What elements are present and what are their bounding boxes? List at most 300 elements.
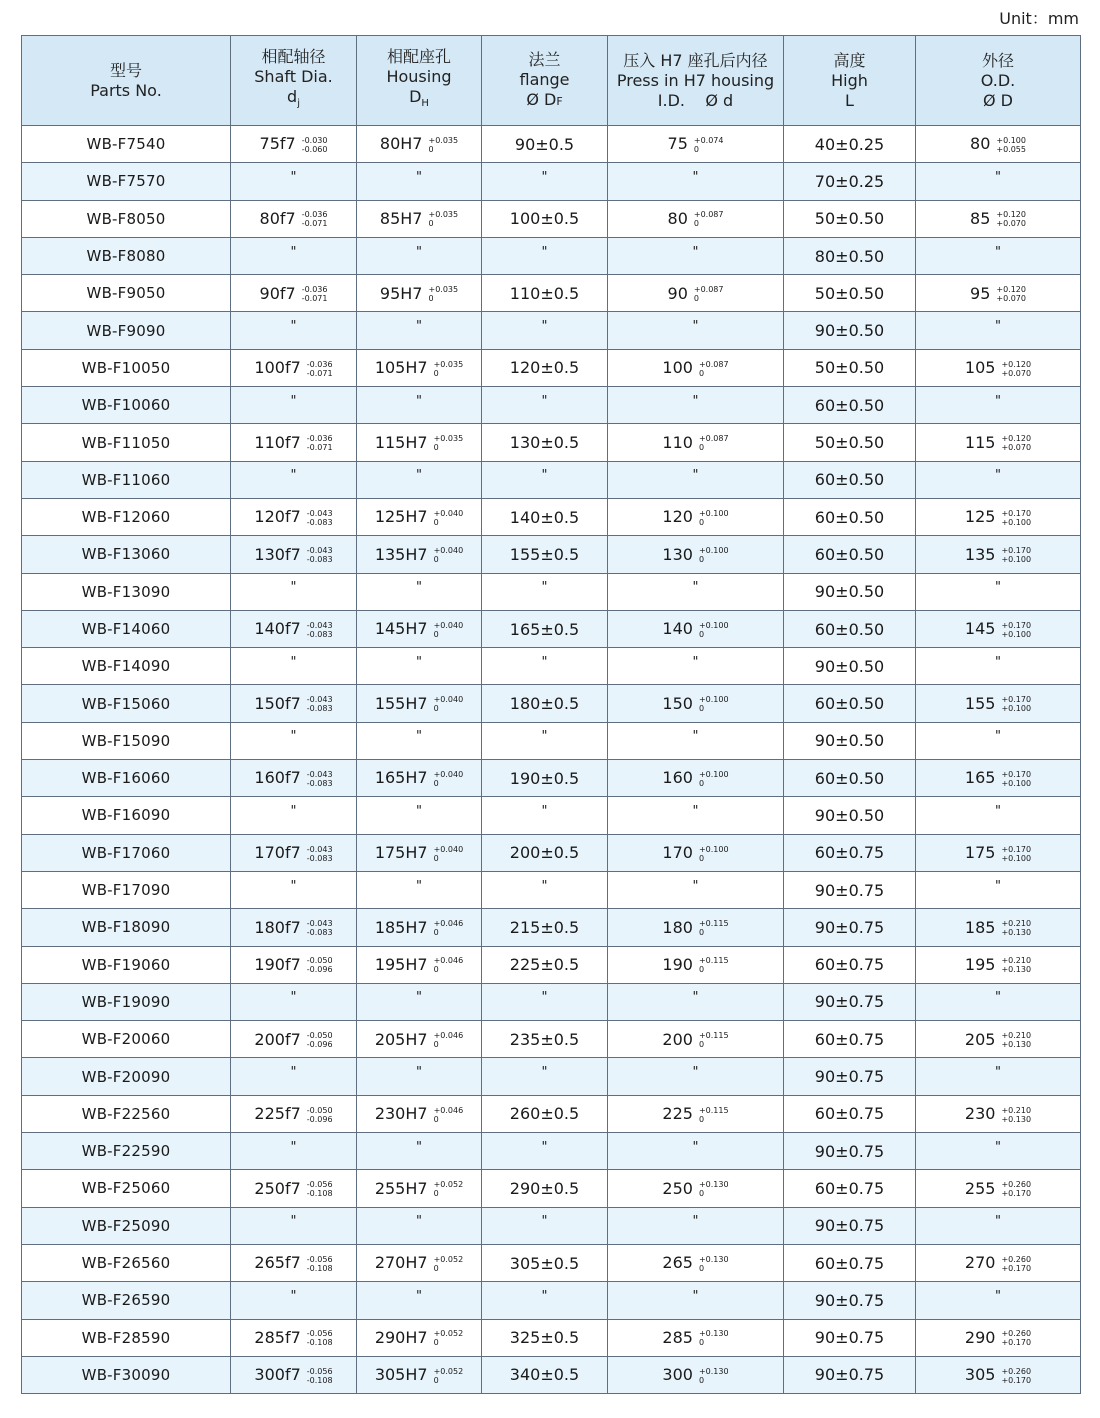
ditto-mark: " (416, 729, 422, 745)
ditto-mark: " (692, 244, 699, 260)
ditto-mark: " (692, 169, 699, 185)
tolerance (434, 1367, 464, 1385)
cell-press-id (608, 1058, 784, 1095)
ditto-mark: " (290, 803, 297, 819)
cell-height: 60±0.75 (784, 1021, 916, 1058)
cell-housing (357, 1021, 482, 1058)
nominal-value: 200f7 (254, 1029, 301, 1049)
cell-height: 60±0.50 (784, 610, 916, 647)
table-row (22, 797, 1081, 834)
tolerance-lower: +0.170 (1001, 1189, 1032, 1199)
nominal-value: 265f7 (254, 1253, 301, 1273)
tolerance-upper: -0.050 (306, 956, 333, 966)
tolerance-upper: +0.040 (433, 546, 464, 556)
table-row (22, 834, 1081, 871)
cell-housing (357, 610, 482, 647)
cell-height: 90±0.50 (784, 797, 916, 834)
header-parts-no: 型号 Parts No. (22, 36, 231, 126)
tolerance-lower: -0.108 (306, 1375, 333, 1385)
tolerance-upper: +0.210 (1001, 1031, 1032, 1041)
cell-shaft-dia (231, 722, 357, 759)
cell-od (916, 946, 1081, 983)
tolerance (1001, 434, 1031, 452)
cell-shaft-dia (231, 983, 357, 1020)
tolerance-upper: +0.040 (433, 620, 464, 630)
table-row (22, 1095, 1081, 1132)
cell-od (916, 648, 1081, 685)
tolerance-lower: -0.083 (306, 555, 333, 565)
cell-od (916, 1319, 1081, 1356)
tolerance-lower: 0 (433, 1189, 439, 1199)
cell-shaft-dia (231, 909, 357, 946)
ditto-mark: " (416, 393, 422, 409)
table-row (22, 349, 1081, 386)
cell-od (916, 685, 1081, 722)
cell-part-no: WB-F28590 (22, 1319, 231, 1356)
cell-part-no: WB-F7540 (22, 126, 231, 163)
cell-od (916, 909, 1081, 946)
cell-flange: 235±0.5 (482, 1021, 608, 1058)
ditto-mark: " (416, 468, 422, 484)
tolerance (694, 285, 724, 303)
tolerance-lower: 0 (693, 294, 699, 304)
tolerance (1001, 360, 1031, 378)
cell-shaft-dia (231, 1319, 357, 1356)
cell-shaft-dia (231, 200, 357, 237)
tolerance-lower: +0.055 (996, 144, 1026, 154)
cell-press-id (608, 1244, 784, 1281)
ditto-mark: " (541, 169, 548, 185)
tolerance-lower: 0 (433, 555, 439, 565)
tolerance-upper: +0.040 (433, 844, 464, 854)
tolerance-lower: 0 (698, 1114, 705, 1124)
tolerance-lower: -0.108 (306, 1189, 333, 1199)
cell-od (916, 312, 1081, 349)
ditto-mark: " (995, 803, 1001, 819)
tolerance (1001, 546, 1031, 564)
cell-shaft-dia (231, 1356, 357, 1393)
tolerance (699, 546, 729, 564)
tolerance-lower: -0.108 (306, 1263, 333, 1273)
tolerance-lower: +0.100 (1001, 704, 1032, 714)
nominal-value: 75 (667, 134, 688, 154)
tolerance-lower: -0.083 (306, 517, 333, 527)
tolerance-lower: 0 (433, 1263, 439, 1273)
tolerance-upper: +0.087 (693, 210, 724, 220)
cell-press-id (608, 610, 784, 647)
tolerance-upper: -0.056 (306, 1254, 333, 1264)
cell-housing (357, 1356, 482, 1393)
tolerance-upper: +0.260 (1001, 1254, 1032, 1264)
tolerance-lower: +0.170 (1001, 1338, 1032, 1348)
cell-part-no: WB-F15060 (22, 685, 231, 722)
tolerance (1001, 1106, 1031, 1124)
tolerance (434, 845, 464, 863)
ditto-mark: " (541, 244, 548, 260)
tolerance-lower: 0 (698, 1375, 705, 1385)
tolerance-lower: 0 (698, 778, 705, 788)
tolerance (1001, 1255, 1031, 1273)
cell-flange: 180±0.5 (482, 685, 608, 722)
cell-height: 60±0.75 (784, 834, 916, 871)
cell-part-no: WB-F8080 (22, 237, 231, 274)
ditto-mark: " (995, 1139, 1001, 1155)
tolerance (434, 919, 464, 937)
cell-part-no: WB-F26590 (22, 1282, 231, 1319)
cell-press-id (608, 1356, 784, 1393)
cell-part-no: WB-F16060 (22, 760, 231, 797)
cell-shaft-dia (231, 1244, 357, 1281)
ditto-mark: " (692, 878, 699, 894)
cell-height: 60±0.50 (784, 760, 916, 797)
ditto-mark: " (995, 580, 1001, 596)
nominal-value: 190f7 (254, 954, 301, 974)
ditto-mark: " (416, 654, 422, 670)
header-od: 外径 O.D. Ø D (916, 36, 1081, 126)
cell-press-id (608, 498, 784, 535)
tolerance (996, 210, 1026, 228)
tolerance-upper: +0.170 (1001, 769, 1032, 779)
ditto-mark: " (692, 1139, 699, 1155)
tolerance-lower: 0 (433, 778, 439, 788)
nominal-value: 305 (964, 1365, 996, 1385)
ditto-mark: " (416, 803, 422, 819)
nominal-value: 195H7 (374, 954, 428, 974)
nominal-value: 115 (964, 432, 996, 452)
nominal-value: 125H7 (374, 507, 428, 527)
cell-part-no: WB-F30090 (22, 1356, 231, 1393)
tolerance-lower: 0 (698, 928, 705, 938)
cell-press-id (608, 1319, 784, 1356)
cell-height: 90±0.75 (784, 1058, 916, 1095)
cell-flange (482, 237, 608, 274)
cell-od (916, 1021, 1081, 1058)
cell-height: 90±0.75 (784, 1133, 916, 1170)
cell-flange (482, 1207, 608, 1244)
cell-shaft-dia (231, 312, 357, 349)
tolerance (302, 136, 328, 154)
nominal-value: 145 (964, 619, 996, 639)
cell-part-no: WB-F16090 (22, 797, 231, 834)
tolerance-lower: 0 (433, 517, 439, 527)
cell-shaft-dia (231, 1282, 357, 1319)
ditto-mark: " (541, 990, 548, 1006)
table-row (22, 275, 1081, 312)
tolerance-upper: +0.115 (698, 919, 729, 929)
cell-part-no: WB-F11050 (22, 424, 231, 461)
nominal-value: 80f7 (259, 208, 296, 228)
nominal-value: 160f7 (254, 768, 301, 788)
cell-press-id (608, 163, 784, 200)
ditto-mark: " (995, 244, 1001, 260)
ditto-mark: " (416, 244, 422, 260)
cell-flange: 325±0.5 (482, 1319, 608, 1356)
cell-height: 90±0.75 (784, 1319, 916, 1356)
tolerance (307, 509, 333, 527)
tolerance (699, 919, 729, 937)
cell-housing (357, 349, 482, 386)
table-row (22, 163, 1081, 200)
nominal-value: 270 (964, 1253, 996, 1273)
nominal-value: 85 (970, 208, 991, 228)
tolerance (1001, 770, 1031, 788)
cell-press-id (608, 200, 784, 237)
table-row (22, 1244, 1081, 1281)
nominal-value: 285 (662, 1327, 693, 1347)
tolerance-lower: +0.130 (1001, 1040, 1032, 1050)
header-row (22, 36, 1081, 126)
tolerance (434, 770, 464, 788)
nominal-value: 80 (970, 134, 991, 154)
ditto-mark: " (290, 1288, 297, 1304)
cell-press-id (608, 461, 784, 498)
cell-od (916, 1207, 1081, 1244)
tolerance-lower: 0 (698, 965, 705, 975)
cell-housing (357, 536, 482, 573)
tolerance-lower: 0 (428, 144, 434, 154)
tolerance (1001, 919, 1031, 937)
table-row (22, 722, 1081, 759)
tolerance-upper: -0.043 (306, 844, 333, 854)
table-row (22, 237, 1081, 274)
cell-shaft-dia (231, 648, 357, 685)
tolerance (307, 1329, 333, 1347)
tolerance (428, 210, 458, 228)
nominal-value: 270H7 (374, 1253, 428, 1273)
tolerance (307, 1106, 333, 1124)
cell-height: 40±0.25 (784, 126, 916, 163)
tolerance-upper: +0.100 (698, 546, 729, 556)
table-row (22, 909, 1081, 946)
ditto-mark: " (541, 1139, 548, 1155)
tolerance (699, 845, 729, 863)
nominal-value: 160 (662, 768, 693, 788)
tolerance-upper: +0.170 (1001, 695, 1032, 705)
tolerance-lower: +0.070 (996, 219, 1026, 229)
tolerance (434, 434, 464, 452)
ditto-mark: " (416, 1214, 422, 1230)
cell-part-no: WB-F20090 (22, 1058, 231, 1095)
tolerance (699, 434, 729, 452)
ditto-mark: " (541, 468, 548, 484)
tolerance-upper: +0.052 (433, 1254, 464, 1264)
cell-flange (482, 163, 608, 200)
table-row (22, 387, 1081, 424)
tolerance-lower: -0.083 (306, 629, 333, 639)
tolerance-lower: +0.100 (1001, 555, 1032, 565)
cell-part-no: WB-F11060 (22, 461, 231, 498)
cell-od (916, 760, 1081, 797)
tolerance-upper: +0.170 (1001, 620, 1032, 630)
tolerance (307, 1031, 333, 1049)
cell-height: 90±0.75 (784, 1207, 916, 1244)
cell-housing (357, 200, 482, 237)
cell-od (916, 200, 1081, 237)
tolerance-upper: +0.035 (433, 359, 464, 369)
nominal-value: 180f7 (254, 917, 301, 937)
cell-press-id (608, 834, 784, 871)
nominal-value: 95H7 (379, 283, 423, 303)
nominal-value: 290H7 (374, 1327, 428, 1347)
table-row (22, 1319, 1081, 1356)
tolerance-upper: +0.046 (433, 956, 464, 966)
table-body (22, 126, 1081, 1394)
cell-shaft-dia (231, 1207, 357, 1244)
cell-flange: 290±0.5 (482, 1170, 608, 1207)
cell-flange (482, 573, 608, 610)
tolerance-upper: +0.040 (433, 508, 464, 518)
cell-press-id (608, 1207, 784, 1244)
cell-part-no: WB-F15090 (22, 722, 231, 759)
tolerance-upper: +0.035 (428, 135, 459, 145)
cell-part-no: WB-F20060 (22, 1021, 231, 1058)
cell-flange: 305±0.5 (482, 1244, 608, 1281)
tolerance-lower: 0 (433, 1338, 439, 1348)
ditto-mark: " (416, 1065, 422, 1081)
cell-height: 60±0.75 (784, 1095, 916, 1132)
nominal-value: 255H7 (374, 1178, 428, 1198)
tolerance-upper: +0.040 (433, 695, 464, 705)
tolerance (307, 1255, 333, 1273)
tolerance-upper: -0.036 (301, 210, 328, 220)
tolerance (307, 956, 333, 974)
tolerance-upper: +0.052 (433, 1366, 464, 1376)
cell-flange (482, 387, 608, 424)
cell-flange: 260±0.5 (482, 1095, 608, 1132)
cell-od (916, 275, 1081, 312)
tolerance-lower: +0.070 (1001, 368, 1032, 378)
tolerance-upper: +0.046 (433, 1031, 464, 1041)
ditto-mark: " (692, 468, 699, 484)
nominal-value: 135 (964, 544, 996, 564)
tolerance-lower: +0.130 (1001, 928, 1032, 938)
nominal-value: 205 (964, 1029, 996, 1049)
nominal-value: 140 (662, 619, 693, 639)
cell-housing (357, 275, 482, 312)
tolerance (699, 695, 729, 713)
ditto-mark: " (995, 319, 1001, 335)
cell-shaft-dia (231, 275, 357, 312)
tolerance (307, 434, 333, 452)
cell-od (916, 387, 1081, 424)
table-row (22, 648, 1081, 685)
nominal-value: 125 (964, 507, 996, 527)
ditto-mark: " (541, 1288, 548, 1304)
cell-part-no: WB-F13060 (22, 536, 231, 573)
tolerance-upper: -0.056 (306, 1329, 333, 1339)
nominal-value: 180 (662, 917, 693, 937)
cell-shaft-dia (231, 498, 357, 535)
ditto-mark: " (416, 878, 422, 894)
cell-flange (482, 648, 608, 685)
tolerance (694, 136, 724, 154)
tolerance-upper: +0.052 (433, 1329, 464, 1339)
tolerance-lower: 0 (698, 853, 705, 863)
tolerance (428, 285, 458, 303)
tolerance (699, 621, 729, 639)
tolerance-upper: +0.115 (698, 956, 729, 966)
cell-press-id (608, 1133, 784, 1170)
cell-press-id (608, 349, 784, 386)
tolerance-lower: 0 (433, 704, 439, 714)
nominal-value: 135H7 (374, 544, 428, 564)
header-sym-df: Ø DF (526, 89, 563, 109)
tolerance-upper: +0.130 (698, 1180, 729, 1190)
tolerance-upper: -0.036 (306, 434, 333, 444)
tolerance-lower: 0 (698, 704, 705, 714)
tolerance-upper: +0.035 (428, 285, 459, 295)
cell-flange: 130±0.5 (482, 424, 608, 461)
cell-housing (357, 1133, 482, 1170)
nominal-value: 110 (662, 432, 693, 452)
nominal-value: 190 (662, 954, 693, 974)
cell-housing (357, 909, 482, 946)
tolerance-lower: 0 (433, 1040, 439, 1050)
ditto-mark: " (692, 654, 699, 670)
tolerance (1001, 695, 1031, 713)
tolerance-upper: -0.036 (301, 285, 328, 295)
nominal-value: 90f7 (259, 283, 296, 303)
cell-od (916, 126, 1081, 163)
cell-press-id (608, 1095, 784, 1132)
nominal-value: 95 (970, 283, 991, 303)
nominal-value: 200 (662, 1029, 693, 1049)
cell-flange: 190±0.5 (482, 760, 608, 797)
cell-press-id (608, 536, 784, 573)
ditto-mark: " (541, 803, 548, 819)
tolerance (996, 136, 1026, 154)
cell-flange: 215±0.5 (482, 909, 608, 946)
tolerance-upper: +0.115 (698, 1105, 729, 1115)
cell-shaft-dia (231, 871, 357, 908)
tolerance-upper: -0.043 (306, 769, 333, 779)
cell-flange (482, 722, 608, 759)
ditto-mark: " (416, 319, 422, 335)
tolerance-upper: +0.100 (698, 508, 729, 518)
cell-height: 90±0.50 (784, 648, 916, 685)
cell-press-id (608, 946, 784, 983)
table-row (22, 424, 1081, 461)
table-row (22, 1058, 1081, 1095)
tolerance-upper: +0.100 (698, 844, 729, 854)
ditto-mark: " (541, 393, 548, 409)
cell-flange: 120±0.5 (482, 349, 608, 386)
cell-od (916, 237, 1081, 274)
cell-housing (357, 237, 482, 274)
cell-part-no: WB-F14090 (22, 648, 231, 685)
tolerance-lower: 0 (433, 368, 439, 378)
tolerance-lower: +0.100 (1001, 853, 1032, 863)
ditto-mark: " (692, 729, 699, 745)
tolerance (307, 360, 333, 378)
tolerance-upper: -0.050 (306, 1105, 333, 1115)
ditto-mark: " (416, 580, 422, 596)
tolerance-upper: +0.260 (1001, 1329, 1032, 1339)
cell-housing (357, 1319, 482, 1356)
cell-shaft-dia (231, 760, 357, 797)
tolerance (307, 546, 333, 564)
tolerance-upper: +0.074 (693, 135, 724, 145)
tolerance (1001, 509, 1031, 527)
cell-housing (357, 722, 482, 759)
cell-od (916, 498, 1081, 535)
tolerance-upper: +0.100 (698, 769, 729, 779)
nominal-value: 225 (662, 1104, 693, 1124)
cell-housing (357, 498, 482, 535)
cell-press-id (608, 797, 784, 834)
cell-press-id (608, 424, 784, 461)
cell-housing (357, 1244, 482, 1281)
